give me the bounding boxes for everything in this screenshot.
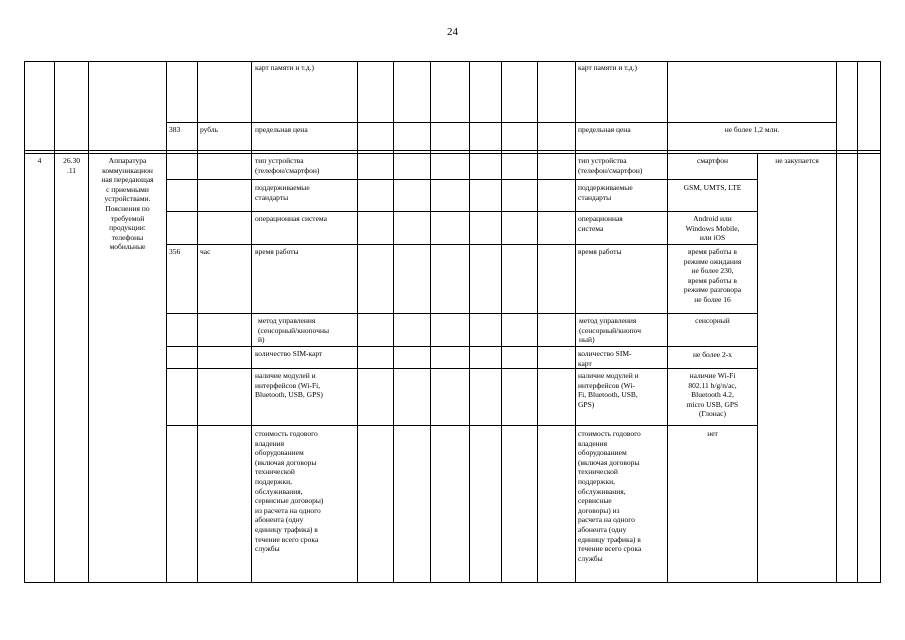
cell-value: не более 1,2 млн.	[724, 125, 780, 134]
cell-value: не более 2-х	[693, 350, 732, 359]
cell-name-b: карт памяти и т.д.)	[578, 63, 638, 72]
column-divider	[537, 61, 538, 583]
cell-description: Аппаратура коммуникацион ная передающая с приемными устройствами. Пояснения по требуемой продукции: телефоны мобильные	[101, 156, 154, 252]
cell-name-b: стоимость годового владения оборудованием (включая договоры технической поддержки, обслуживания, сервисные договоры) из расчета на одного абонента (одну единицу трафика) в течение всего срока службы	[578, 429, 642, 563]
column-divider	[54, 61, 55, 583]
cell-name-a: тип устройства (телефон/смартфон)	[255, 156, 320, 175]
cell-name-a: предельная цена	[255, 125, 308, 134]
cell-name-b: метод управления (сенсорный/кнопоч ный)	[579, 316, 641, 345]
table-border-bottom	[24, 582, 881, 583]
cell-value: время работы в режиме ожидания не более 230, время работы в режиме разговора не более 16	[683, 247, 742, 304]
row-divider	[166, 425, 757, 426]
page-number: 24	[447, 26, 458, 38]
row-divider	[166, 313, 757, 314]
cell-name-b: тип устройства (телефон/смартфон)	[578, 156, 643, 175]
table-border-left	[24, 61, 25, 583]
column-divider	[757, 153, 758, 583]
column-divider	[836, 61, 837, 583]
cell-name-a: карт памяти и т.д.)	[255, 63, 315, 72]
cell-name-b: поддерживаемые стандарты	[578, 183, 633, 202]
row-divider	[166, 211, 757, 212]
cell-name-b: наличие модулей и интерфейсов (Wi- Fi, Bluetooth, USB, GPS)	[578, 371, 639, 409]
cell-name-a: стоимость годового владения оборудованием (включая договоры технической поддержки, обслуживания, сервисные договоры) из расчета на одного абонента (одну единицу трафика) в течение всего срока службы	[255, 429, 324, 554]
column-divider	[166, 61, 167, 583]
cell-code: 356	[169, 247, 181, 256]
cell-okpd-code: 26.30 .11	[63, 156, 80, 175]
cell-name-a: метод управления (сенсорный/кнопочны й)	[258, 316, 330, 345]
cell-name-b: количество SIM- карт	[578, 349, 632, 368]
column-divider	[575, 61, 576, 583]
cell-name-a: наличие модулей и интерфейсов (Wi-Fi, Bluetooth, USB, GPS)	[255, 371, 323, 400]
table-border-right	[880, 61, 881, 583]
cell-note: не закупается	[775, 156, 819, 165]
cell-row-number: 4	[37, 156, 42, 165]
cell-value: смартфон	[697, 156, 728, 165]
cell-name-b: предельная цена	[578, 125, 631, 134]
column-divider	[251, 61, 252, 583]
cell-name-b: операционная система	[578, 214, 623, 233]
row-divider	[24, 150, 881, 151]
cell-name-a: время работы	[255, 247, 299, 256]
column-divider	[357, 61, 358, 583]
row-divider	[24, 153, 881, 154]
row-divider	[166, 244, 757, 245]
cell-unit: час	[200, 247, 211, 256]
column-divider	[469, 61, 470, 583]
cell-name-a: количество SIM-карт	[255, 349, 323, 358]
table-border-top	[24, 61, 881, 62]
column-divider	[430, 61, 431, 583]
cell-value: нет	[707, 429, 718, 438]
column-divider	[857, 61, 858, 583]
cell-unit: рубль	[200, 125, 219, 134]
column-divider	[197, 61, 198, 583]
cell-name-b: время работы	[578, 247, 622, 256]
column-divider	[501, 61, 502, 583]
cell-name-a: операционная система	[255, 214, 327, 223]
cell-code: 383	[169, 125, 181, 134]
cell-value: сенсорный	[695, 316, 730, 325]
cell-value: наличие Wi-Fi 802.11 b/g/n/ac, Bluetooth 4.2, micro USB, GPS (Глонас)	[686, 371, 739, 419]
cell-name-a: поддерживаемые стандарты	[255, 183, 310, 202]
row-divider	[166, 368, 757, 369]
row-divider	[166, 179, 757, 180]
column-divider	[88, 61, 89, 583]
cell-value: GSM, UMTS, LTE	[683, 183, 742, 192]
cell-value: Android или Windows Mobile, или iOS	[685, 214, 740, 243]
column-divider	[393, 61, 394, 583]
row-divider	[166, 346, 757, 347]
